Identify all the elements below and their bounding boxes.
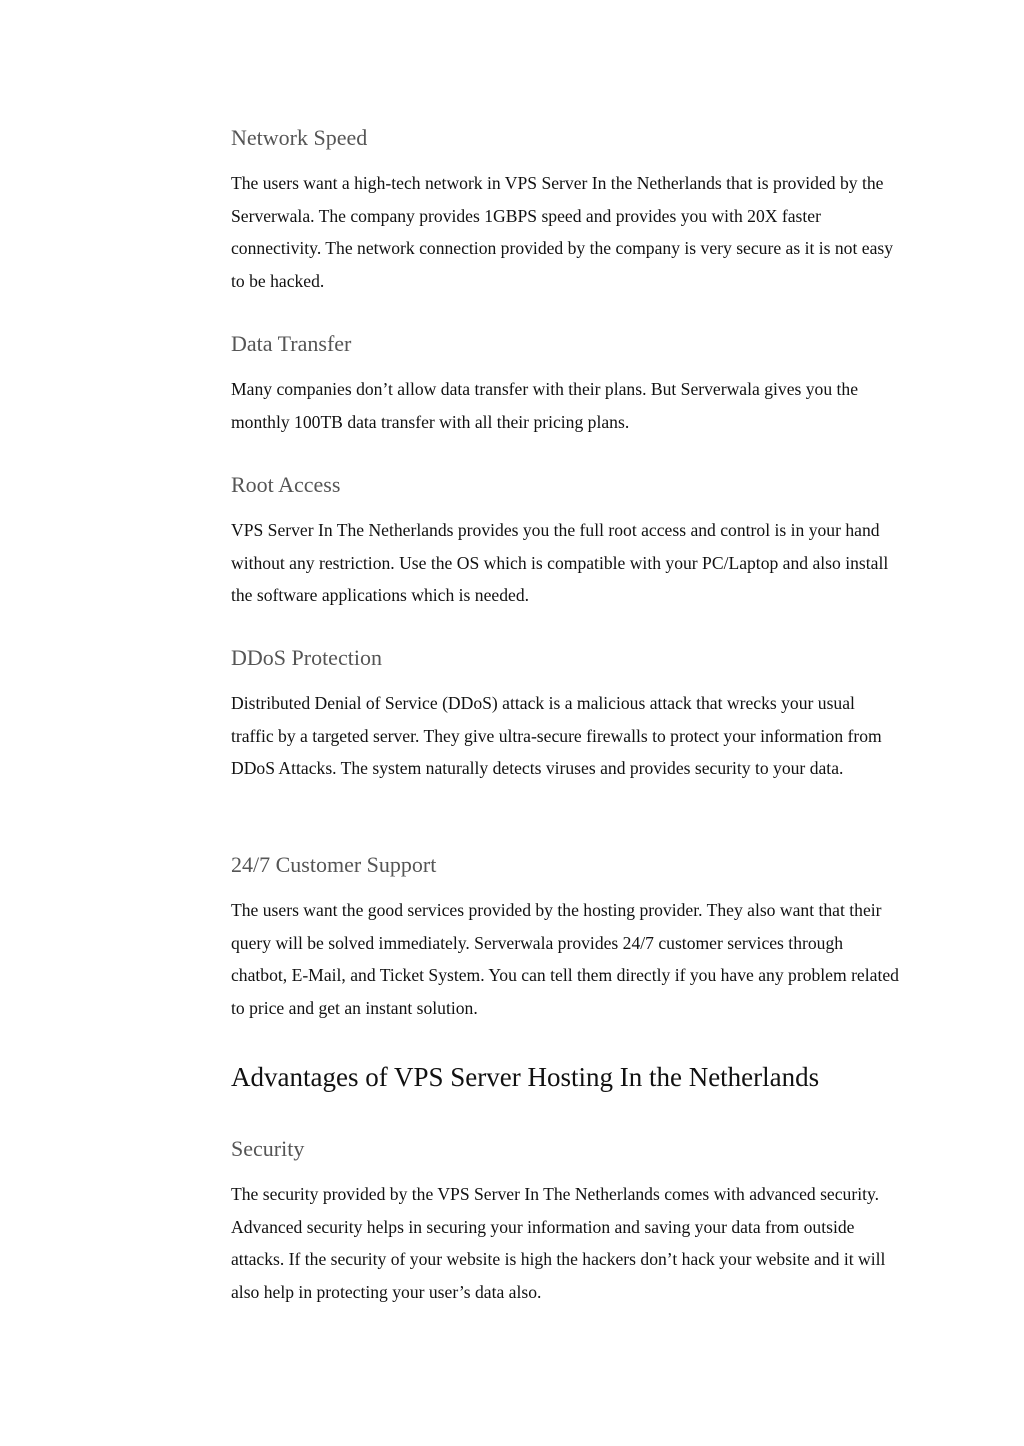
paragraph-customer-support: The users want the good services provided by the hosting provider. They also want that their query will be solved immediately. Serverwala provides 24/7 customer services through chatbot, E-Mail, and Ticket System. You can tell them directly if you have any problem related to price and get an instant solution. (231, 900, 899, 1018)
paragraph-root-access: VPS Server In The Netherlands provides you the full root access and control is in your hand without any restriction. Use the OS which is compatible with your PC/Laptop and also install the software applications which is needed. (231, 520, 889, 606)
paragraph-security: The security provided by the VPS Server In The Netherlands comes with advanced security. Advanced security helps in securing your information and saving your data from outside attacks. If the security of your website is high the hackers don’t hack your website and it will also help in protecting your user’s data also. (231, 1184, 886, 1302)
heading-ddos-protection: DDoS Protection (231, 645, 382, 670)
heading-advantages: Advantages of VPS Server Hosting In the Netherlands (231, 1062, 820, 1092)
heading-network-speed: Network Speed (231, 125, 368, 150)
heading-security: Security (231, 1136, 305, 1161)
paragraph-network-speed: The users want a high-tech network in VPS Server In the Netherlands that is provided by the Serverwala. The company provides 1GBPS speed and provides you with 20X faster connectivity. The network connection provided by the company is very secure as it is not easy to be hacked. (231, 173, 894, 291)
heading-data-transfer: Data Transfer (231, 331, 352, 356)
heading-customer-support: 24/7 Customer Support (231, 852, 437, 877)
paragraph-ddos-protection: Distributed Denial of Service (DDoS) attack is a malicious attack that wrecks your usual traffic by a targeted server. They give ultra-secure firewalls to protect your information from DDoS Attacks. The system naturally detects viruses and provides security to your data. (231, 693, 882, 779)
heading-root-access: Root Access (231, 472, 341, 497)
paragraph-data-transfer: Many companies don’t allow data transfer with their plans. But Serverwala gives you the monthly 100TB data transfer with all their pricing plans. (231, 379, 859, 432)
